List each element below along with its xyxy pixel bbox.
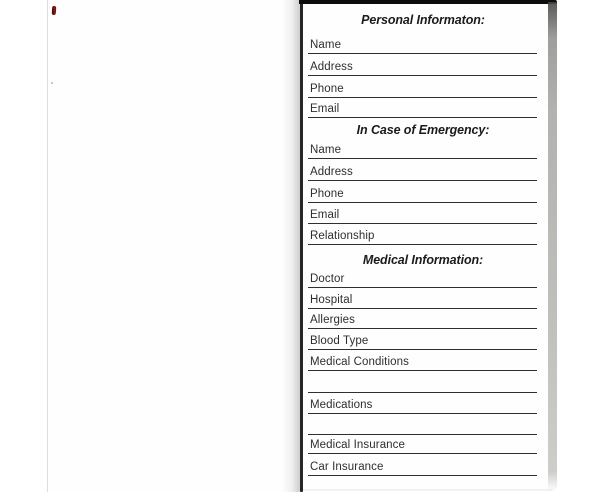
page-top-edge (299, 0, 557, 4)
field-label: Email (310, 209, 340, 221)
field-personal-phone (308, 80, 537, 98)
field-label: Address (310, 61, 353, 73)
field-label: Name (310, 39, 342, 51)
red-pen-mark (52, 6, 57, 15)
page-right-edge (548, 4, 557, 491)
section-title-medical-information: Medical Information: (362, 253, 484, 267)
section-title-personal-information: Personal Informaton: (361, 13, 485, 27)
field-label: Medications (310, 399, 373, 411)
field-emergency-name (308, 141, 537, 159)
field-medical-medications (308, 396, 537, 414)
page-bottom-edge (303, 489, 553, 492)
field-medical-allergies (308, 311, 537, 329)
field-label: Address (310, 166, 353, 178)
spine-shadow (282, 0, 300, 492)
field-personal-address (308, 58, 537, 76)
field-medical-medications-extra-line (308, 417, 537, 435)
field-label: Email (310, 103, 340, 115)
field-medical-blood-type (308, 332, 537, 350)
field-label: Phone (310, 188, 344, 200)
field-personal-email (308, 100, 537, 118)
field-label: Phone (310, 83, 344, 95)
field-medical-hospital (308, 291, 537, 309)
field-medical-doctor (308, 270, 537, 288)
field-medical-insurance (308, 436, 537, 454)
field-medical-conditions (308, 353, 537, 371)
field-label: Medical Insurance (310, 439, 406, 451)
field-emergency-address (308, 163, 537, 181)
field-label: Name (310, 144, 342, 156)
field-label: Relationship (310, 230, 375, 242)
field-label: Medical Conditions (310, 356, 409, 368)
scan-speck (51, 82, 53, 84)
field-emergency-relationship (308, 227, 537, 245)
field-emergency-phone (308, 185, 537, 203)
section-title-in-case-of-emergency: In Case of Emergency: (356, 123, 490, 137)
field-label: Blood Type (310, 335, 369, 347)
field-personal-name (308, 36, 537, 54)
field-label: Hospital (310, 294, 353, 306)
field-label: Allergies (310, 314, 356, 326)
field-medical-conditions-extra-line (308, 375, 537, 393)
field-label: Doctor (310, 273, 345, 285)
field-car-insurance (308, 458, 537, 476)
field-emergency-email (308, 206, 537, 224)
left-page-blank (47, 0, 301, 492)
field-label: Car Insurance (310, 461, 384, 473)
